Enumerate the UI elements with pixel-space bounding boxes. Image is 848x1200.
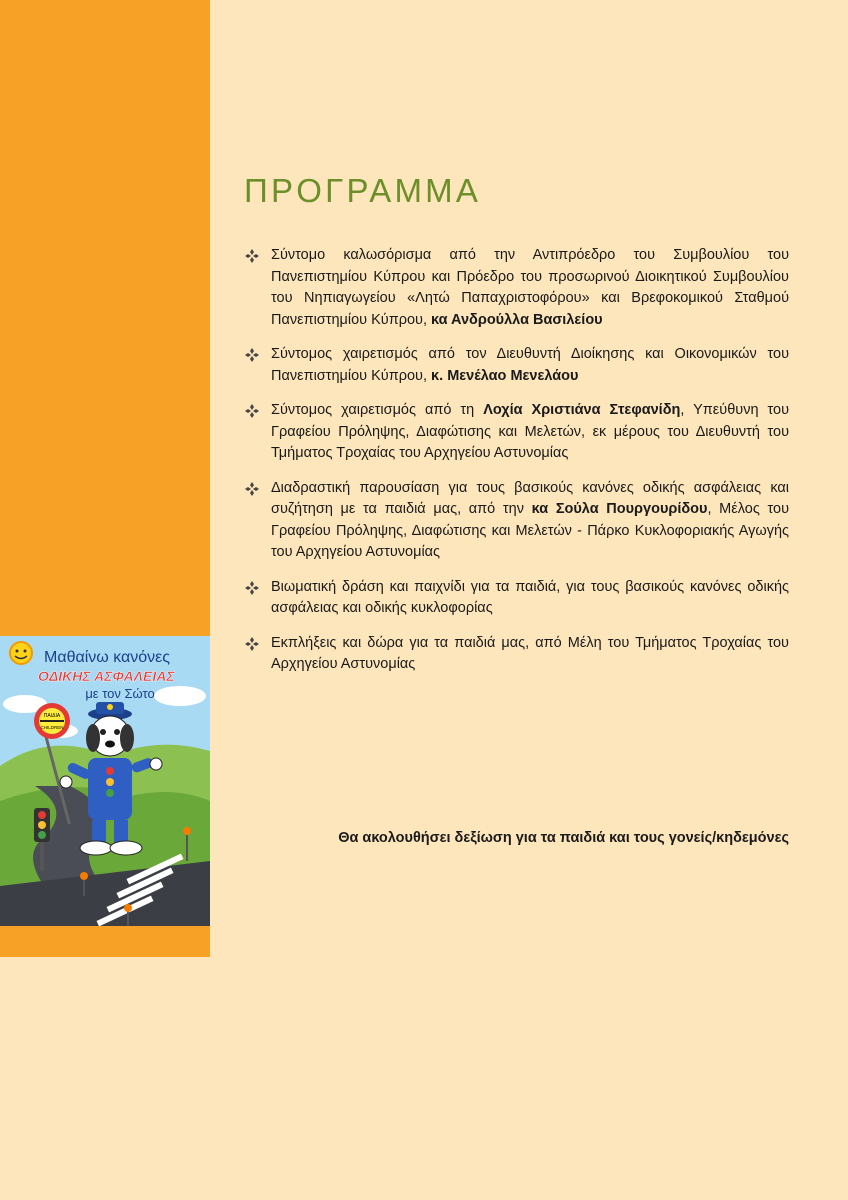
sun-icon (10, 642, 32, 664)
program-item-text: Βιωματική δράση και παιχνίδι για τα παιδιά, για τους βασικούς κανόνες οδικής ασφάλειας και οδικής κυκλοφορίας (271, 578, 789, 616)
program-item-speaker: κα Ανδρούλλα Βασιλείου (431, 311, 603, 328)
program-item-text: Εκπλήξεις και δώρα για τα παιδιά μας, από Μέλη του Τμήματος Τροχαίας του Αρχηγείου Αστυνομίας (271, 634, 789, 672)
program-item-text: Σύντομος χαιρετισμός από τον Διευθυντή Διοίκησης και Οικονομικών του Πανεπιστημίου Κύπρου, (271, 346, 789, 384)
program-item (244, 633, 789, 676)
program-list (244, 245, 789, 689)
cover-title-line2: ΟΔΙΚΗΣ ΑΣΦΑΛΕΙΑΣ (38, 668, 175, 684)
diamond-bullet-icon (244, 481, 260, 497)
program-item-text-after: , Μέλος του Γραφείου Πρόληψης, Διαφώτισης και Μελετών - Πάρκο Κυκλοφοριακής Αγωγής του Αρχηγείου Αστυνομίας (271, 501, 789, 560)
program-item-speaker: κα Σούλα Πουργουρίδου (531, 501, 708, 517)
diamond-bullet-icon (244, 347, 260, 363)
program-item (244, 245, 789, 331)
cover-title-line1: Μαθαίνω κανόνες (44, 649, 171, 666)
cover-illustration (0, 636, 210, 926)
diamond-bullet-icon (244, 580, 260, 596)
program-item (244, 344, 789, 387)
sign-bottom-label: CHILDREN (40, 725, 64, 730)
diamond-bullet-icon (244, 636, 260, 652)
program-item (244, 577, 789, 620)
program-item-text: Σύντομος χαιρετισμός από τη (271, 402, 484, 418)
program-item-speaker: κ. Μενέλαο Μενελάου (431, 367, 579, 384)
program-item-text-after: , Υπεύθυνη του Γραφείου Πρόληψης, Διαφώτισης και Μελετών, εκ μέρους του Διευθυντή του Τμήματος Τροχαίας του Αρχηγείου Αστυνομίας (271, 402, 790, 461)
reception-note: Θα ακολουθήσει δεξίωση για τα παιδιά και τους γονείς/κηδεμόνες (338, 830, 789, 846)
page-title: ΠΡΟΓΡΑΜΜΑ (244, 172, 482, 209)
program-item-speaker: Λοχία Χριστιάνα Στεφανίδη (483, 402, 681, 418)
sign-top-label: ΠΑΙΔΙΑ (43, 713, 61, 719)
diamond-bullet-icon (244, 248, 260, 264)
program-item (244, 400, 789, 465)
program-item (244, 478, 789, 564)
program-item-text: Διαδραστική παρουσίαση για τους βασικούς κανόνες οδικής ασφάλειας και συζήτηση με τα παιδιά μας, από την (271, 479, 789, 517)
cover-title-line3: με τον Σώτο (85, 686, 155, 701)
program-item-text: Σύντομο καλωσόρισμα από την Αντιπρόεδρο του Συμβουλίου του Πανεπιστημίου Κύπρου και Πρόεδρο του προσωρινού Διοικητικού Συμβουλίου του Νηπιαγωγείου «Λητώ Παπαχριστοφόρου» και Βρεφοκομικού Σταθμού Πανεπιστημίου Κύπρου, (271, 247, 789, 328)
diamond-bullet-icon (244, 403, 260, 419)
